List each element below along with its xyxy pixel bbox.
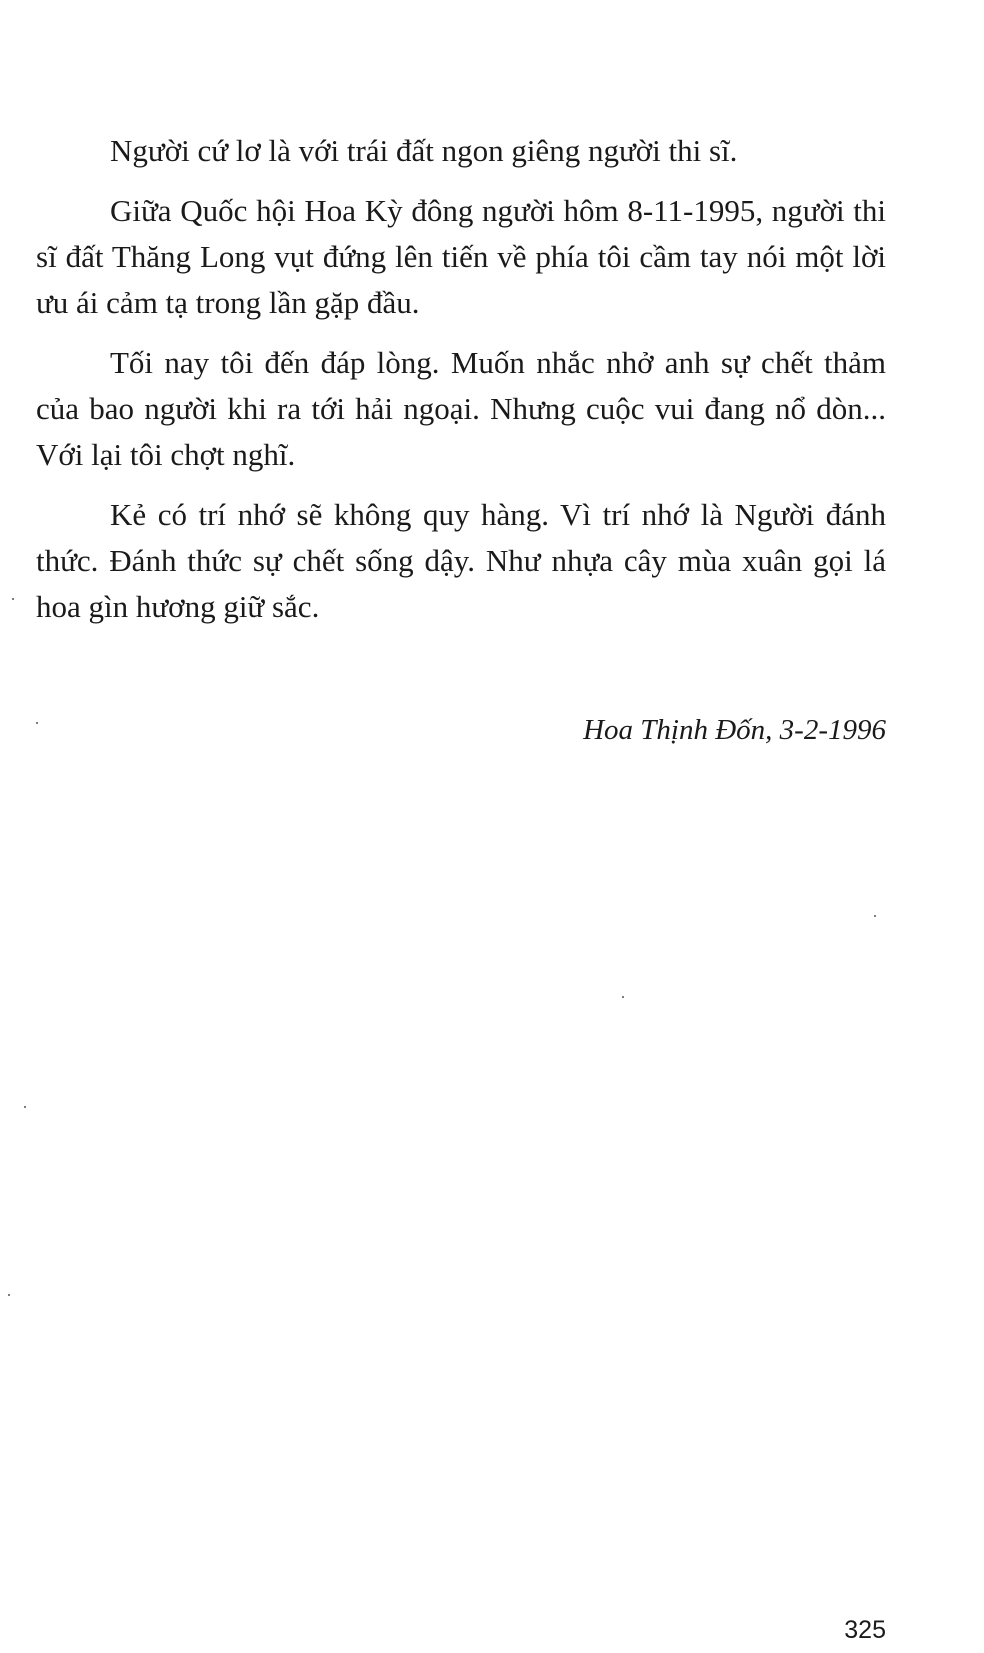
scan-speck	[36, 722, 38, 724]
paragraph-3: Tối nay tôi đến đáp lòng. Muốn nhắc nhở anh sự chết thảm của bao người khi ra tới hải ngoại. Nhưng cuộc vui đang nổ dòn... Với lại tôi chợt nghĩ.	[36, 345, 886, 472]
paragraph-2: Giữa Quốc hội Hoa Kỳ đông người hôm 8-11-1995, người thi sĩ đất Thăng Long vụt đứng lên tiến về phía tôi cầm tay nói một lời ưu ái cảm tạ trong lần gặp đầu.	[36, 193, 886, 320]
paragraph-1: Người cứ lơ là với trái đất ngon giêng người thi sĩ.	[110, 133, 738, 168]
scan-speck	[8, 1294, 10, 1296]
signature-place-date: Hoa Thịnh Đốn, 3-2-1996	[583, 714, 886, 746]
scan-speck	[874, 915, 876, 917]
scan-speck	[24, 1106, 26, 1108]
scan-speck	[12, 598, 14, 600]
scan-speck	[622, 996, 624, 998]
body-text	[36, 128, 886, 644]
paragraph-4: Kẻ có trí nhớ sẽ không quy hàng. Vì trí nhớ là Người đánh thức. Đánh thức sự chết sống dậy. Như nhựa cây mùa xuân gọi lá hoa gìn hương giữ sắc.	[36, 497, 886, 624]
page-number: 325	[844, 1616, 886, 1644]
